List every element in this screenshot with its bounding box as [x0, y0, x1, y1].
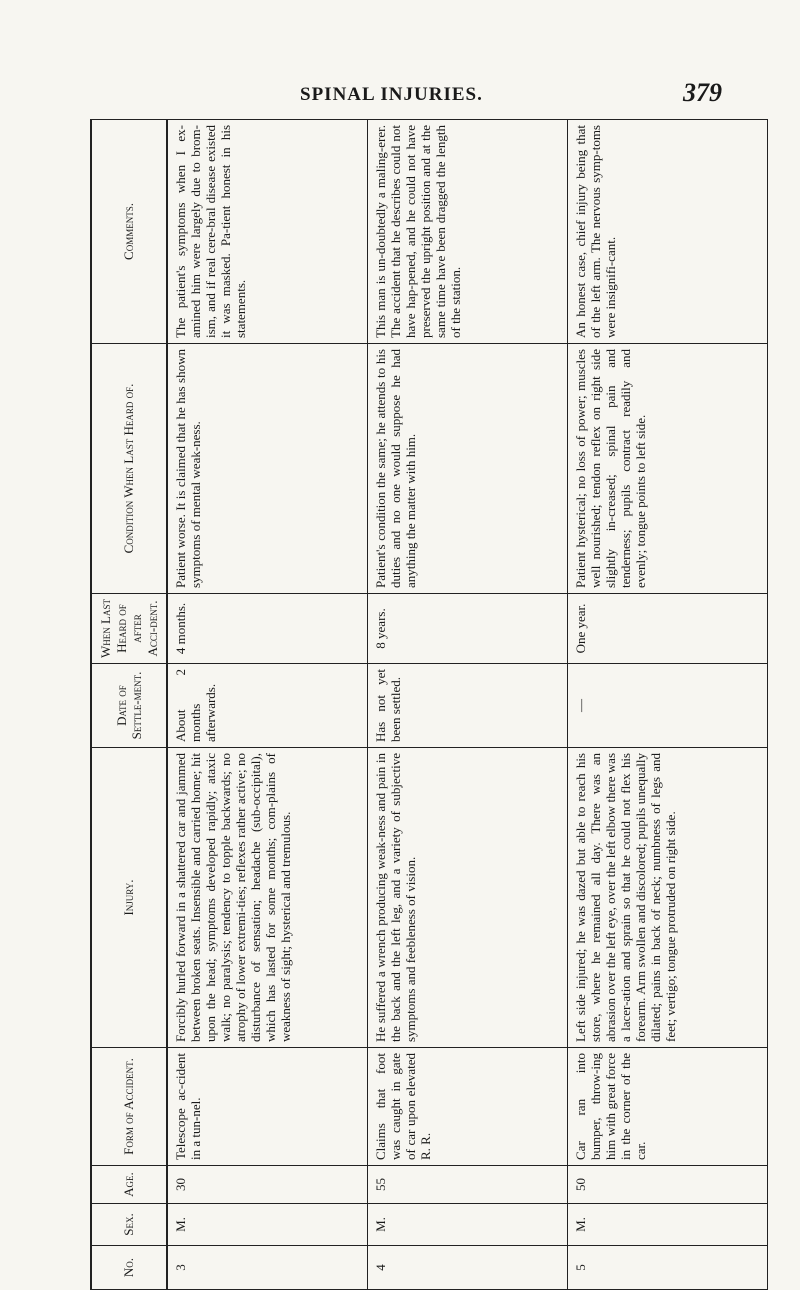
cell-form-of-accident: Car ran into bumper, throw-ing him with great force in the corner of the car.: [567, 1048, 767, 1166]
cell-form-of-accident: Telescope ac-cident in a tun-nel.: [167, 1048, 367, 1166]
cell-when-last-heard: One year.: [567, 594, 767, 664]
page-number: 379: [683, 78, 722, 107]
running-head: [0, 78, 800, 110]
header-form-of-accident: Form of Accident.: [91, 1048, 167, 1166]
cell-condition: Patient's condition the same; he attends to his duties and no one would suppose he had anything the matter with him.: [367, 344, 567, 594]
cell-condition: Patient hysterical; no loss of power; muscles well nourished; tendon reflex on right side slightly in-creased; spinal pain and tenderness; pupils contract readily and evenly; tongue points to left side.: [567, 344, 767, 594]
injury-table: [90, 119, 768, 1290]
cell-age: 30: [167, 1166, 367, 1204]
cell-age: 55: [367, 1166, 567, 1204]
cell-form-of-accident: Claims that foot was caught in gate of car upon elevated R. R.: [367, 1048, 567, 1166]
table-row: [367, 120, 567, 1290]
cell-comments: This man is un-doubtedly a maling-erer. The accident that he describes could not have hap-pened, and he could not have preserved the upright position and at the same time have been dragged the length of the station.: [367, 120, 567, 344]
cell-date-of-settlement: Has not yet been settled.: [367, 664, 567, 748]
cell-sex: M.: [367, 1204, 567, 1246]
cell-condition: Patient worse. It is claimed that he has shown symptoms of mental weak-ness.: [167, 344, 367, 594]
header-sex: Sex.: [91, 1204, 167, 1246]
cell-sex: M.: [567, 1204, 767, 1246]
cell-sex: M.: [167, 1204, 367, 1246]
table-header-row: [91, 120, 167, 1290]
header-injury: Injury.: [91, 748, 167, 1048]
cell-no: 4: [367, 1246, 567, 1290]
cell-date-of-settlement: —: [567, 664, 767, 748]
table-row: [567, 120, 767, 1290]
cell-no: 5: [567, 1246, 767, 1290]
cell-injury: Forcibly hurled forward in a shattered car and jammed between broken seats. Insensible and carried home; hit upon the head; symptoms developed rapidly; ataxic walk; no paralysis; tendency to topple backwards; no atrophy of lower extremi-ties; reflexes rather active; no disturbance of sensation; headache (sub-occipital), which has lasted for some months; com-plains of weakness of sight; hysterical and tremulous.: [167, 748, 367, 1048]
cell-injury: Left side injured; he was dazed but able to reach his store, where he remained all day. There was an abrasion over the left eye, over the left elbow there was a lacer-ation and sprain so that he could not flex his forearm. Arm swollen and discolored; pupils unequally dilated; pains in back of neck; numbness of legs and feet; vertigo; tongue protruded on right side.: [567, 748, 767, 1048]
running-title: SPINAL INJURIES.: [300, 84, 483, 105]
header-when-last-heard: When Last Heard of after Acci-dent.: [91, 594, 167, 664]
header-condition: Condition When Last Heard of.: [91, 344, 167, 594]
cell-when-last-heard: 8 years.: [367, 594, 567, 664]
cell-comments: An honest case, chief injury being that of the left arm. The nervous symp-toms were insignifi-cant.: [567, 120, 767, 344]
cell-when-last-heard: 4 months.: [167, 594, 367, 664]
injury-table-rotated: [90, 120, 740, 1290]
table-row: [167, 120, 367, 1290]
cell-no: 3: [167, 1246, 367, 1290]
cell-age: 50: [567, 1166, 767, 1204]
header-date-of-settlement: Date of Settle-ment.: [91, 664, 167, 748]
cell-injury: He suffered a wrench producing weak-ness and pain in the back and the left leg, and a variety of subjective symptoms and feebleness of vision.: [367, 748, 567, 1048]
header-no: No.: [91, 1246, 167, 1290]
cell-date-of-settlement: About 2 months afterwards.: [167, 664, 367, 748]
header-comments: Comments.: [91, 120, 167, 344]
header-age: Age.: [91, 1166, 167, 1204]
cell-comments: The patient's symptoms when I ex-amined him were largely due to brom-ism, and if real cere-bral disease existed it was masked. Pa-tient honest in his statements.: [167, 120, 367, 344]
